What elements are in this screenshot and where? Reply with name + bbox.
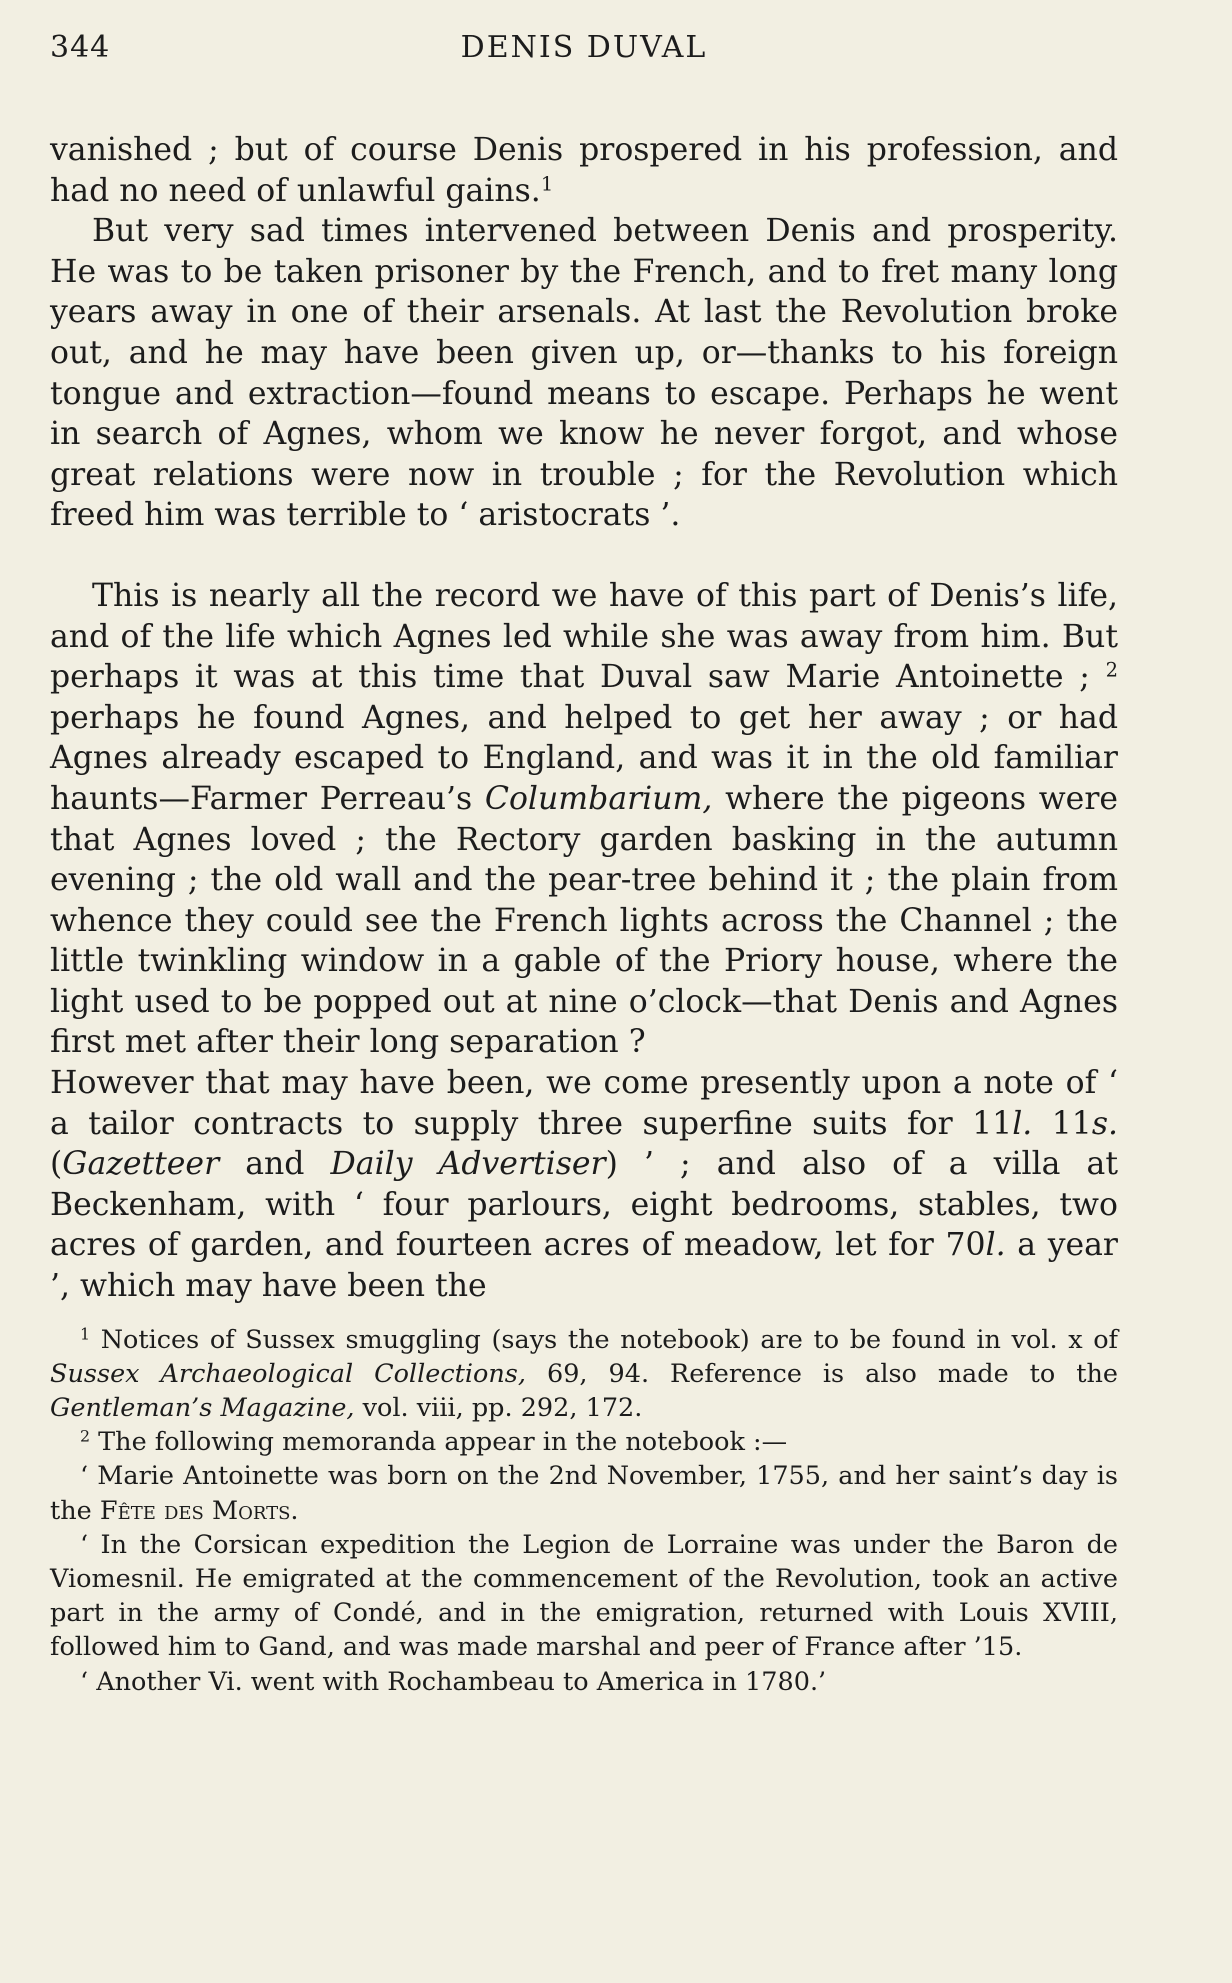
italic-run: l. <box>985 1227 1006 1264</box>
paragraph-1 <box>50 130 1118 211</box>
text-run: 11 <box>1051 1105 1092 1142</box>
text-run: and <box>245 1146 305 1183</box>
footnote-mark: 2 <box>80 1426 91 1446</box>
book-page <box>50 20 1118 1699</box>
paragraph-2 <box>50 211 1118 536</box>
text-run: 69, 94. Reference is also made to the <box>546 1358 1118 1389</box>
paragraph-3 <box>50 576 1118 1063</box>
text-run: ( <box>50 1146 63 1183</box>
body-text <box>50 130 1118 1307</box>
italic-run: Gazetteer <box>62 1146 220 1183</box>
text-run: However that may have been, we come presently upon a note of ‘ a tailor contracts to supply three superfine suits for 11 <box>50 1065 1118 1142</box>
footnote-2 <box>50 1425 1118 1459</box>
text-run: The following memoranda appear in the notebook :— <box>98 1427 788 1458</box>
text-run: ‘ Another Vi. went with Rochambeau to America in 1780.’ <box>80 1666 827 1697</box>
footnote-ref-1: 1 <box>540 171 554 195</box>
text-run: Notices of Sussex smuggling (says the notebook) are to be found in vol. x of <box>100 1324 1118 1355</box>
text-run: ‘ In the Corsican expedition the Legion de Lorraine was under the Baron de Viomesnil. He emigrated at the commencement of the Revolution, took an active part in the army of Condé, and in the emigration, returned with Louis XVIII, followed him to Gand, and was made marshal and peer of France after ’15. <box>50 1529 1118 1663</box>
italic-run: Columbarium, <box>484 780 713 817</box>
footnote-mark: 1 <box>80 1323 91 1343</box>
footnote-2-memo-3 <box>50 1665 1118 1699</box>
text-run: perhaps he found Agnes, and helped to get her away ; or had Agnes already escaped to England, and was it in the old familiar haunts—Farmer Perreau’s <box>50 699 1118 817</box>
footnote-2-memo-1 <box>50 1459 1118 1527</box>
footnotes <box>50 1323 1118 1699</box>
text-run: where the pigeons were that Agnes loved ; the Rectory garden basking in the autumn evening ; the old wall and the pear-tree behind it ; the plain from whence they could see the French lights across the Channel ; the little twinkling window in a gable of the Priory house, where the light used to be popped out at nine o’clock—that Denis and Agnes first met after their long separation ? <box>50 780 1119 1061</box>
small-caps-run: Fête des Morts <box>99 1495 291 1526</box>
text-run: vol. viii, pp. 292, 172. <box>362 1393 643 1424</box>
paragraph-4 <box>50 1063 1118 1307</box>
footnote-ref-2: 2 <box>1105 658 1118 682</box>
text-run: This is nearly all the record we have of this part of Denis’s life, and of the life which Agnes led while she was away from him. But perhaps it was at this time that Duval saw Marie Antoinette ; <box>50 577 1118 696</box>
page-number: 344 <box>50 30 111 65</box>
text-run: . <box>290 1495 299 1526</box>
running-title: DENIS DUVAL <box>460 30 708 65</box>
text-run: ) ’ ; and also of a villa at Beckenham, with ‘ four parlours, eight bedrooms, stables, two acres of garden, and fourteen acres of meadow, let for 70 <box>50 1146 1118 1264</box>
italic-run: l. <box>1012 1105 1033 1142</box>
italic-run: Gentleman’s Magazine, <box>50 1393 355 1424</box>
italic-run: s. <box>1091 1105 1119 1142</box>
footnote-2-memo-2 <box>50 1528 1118 1665</box>
text-run: a year ’, which may have been the <box>50 1227 1118 1305</box>
text-run: But very sad times intervened between Denis and prosperity. He was to be taken prisoner by the French, and to fret many long years away in one of their arsenals. At last the Revolution broke out, and he may have been given up, or—thanks to his foreign tongue and extraction—found means to escape. Perhaps he went in search of Agnes, whom we know he never forgot, and whose great relations were now in trouble ; for the Revolution which freed him was terrible to ‘ aristocrats ’. <box>50 213 1118 534</box>
italic-run: Sussex Archaeological Collections, <box>50 1358 526 1389</box>
italic-run: Daily Advertiser <box>330 1146 606 1183</box>
text-run: vanished ; but of course Denis prospered in his profession, and had no need of unlawful gains. <box>50 132 1118 209</box>
text-run: ‘ Marie Antoinette was born on the 2nd November, 1755, and her saint’s day is the <box>50 1461 1118 1526</box>
running-head <box>50 20 1118 76</box>
footnote-1 <box>50 1323 1118 1426</box>
